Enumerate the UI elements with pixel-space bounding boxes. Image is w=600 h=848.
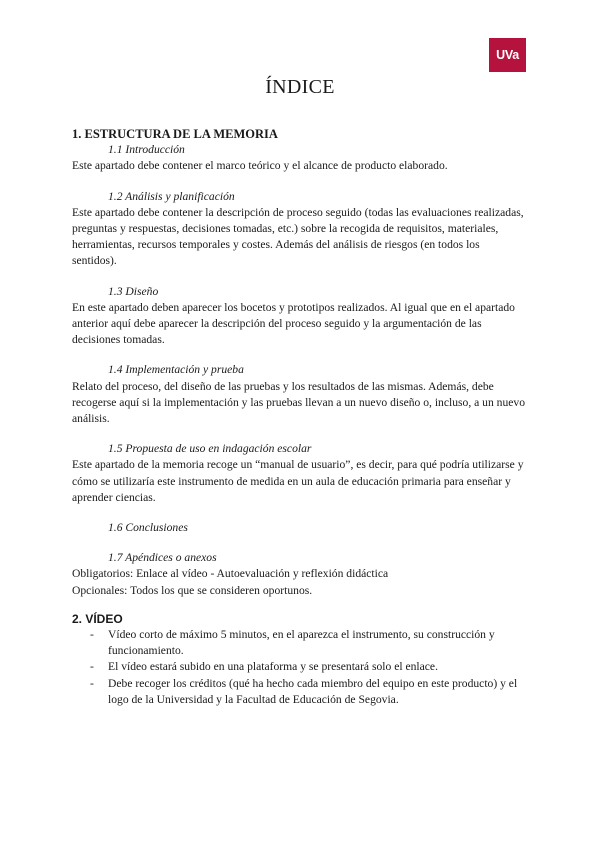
subsection-body-implementacion: Relato del proceso, del diseño de las pruebas y los resultados de las mismas. Además, debe recogerse aquí si la implementación y las pruebas llevan a un nuevo diseño o, incluso, a un nuevo análisis.	[72, 379, 525, 426]
section-heading-estructura: 1. ESTRUCTURA DE LA MEMORIA	[72, 127, 278, 141]
page-title: ÍNDICE	[265, 76, 335, 98]
list-item: - Vídeo corto de máximo 5 minutos, en el aparezca el instrumento, su construcción y funcionamiento.	[72, 627, 527, 659]
section-heading-video: 2. VÍDEO	[72, 611, 123, 626]
subsection-title-propuesta: 1.5 Propuesta de uso en indagación escolar	[108, 442, 312, 456]
subsection-title-diseno: 1.3 Diseño	[108, 284, 159, 298]
subsection-title-analisis: 1.2 Análisis y planificación	[108, 189, 235, 203]
subsection-body-diseno: En este apartado deben aparecer los bocetos y prototipos realizados. Al igual que en el apartado anterior aquí debe aparecer la descripción del proceso seguido y la argumentación de las decisiones tomadas.	[72, 300, 515, 347]
list-item: - El vídeo estará subido en una plataforma y se presentará solo el enlace.	[72, 659, 527, 675]
subsection-body-propuesta: Este apartado de la memoria recoge un “manual de usuario”, es decir, para qué podría utilizarse y cómo se utilizaría este instrumento de medida en un aula de educación primaria para enseñar y aprender ciencias.	[72, 458, 524, 504]
video-bullet-list	[72, 627, 527, 708]
list-item: - Debe recoger los créditos (qué ha hecho cada miembro del equipo en este producto) y el logo de la Universidad y la Facultad de Educación de Segovia.	[72, 676, 527, 708]
subsection-body-analisis: Este apartado debe contener la descripción de proceso seguido (todas las evaluaciones realizadas, preguntas y respuestas, decisiones tomadas, etc.) sobre la recogida de requisitos, materiales, herramientas, recursos temporales y costes. Además del análisis de riesgos (en todos los sentidos).	[72, 205, 524, 268]
subsection-title-implementacion: 1.4 Implementación y prueba	[108, 363, 244, 377]
apendices-opcionales: Opcionales: Todos los que se consideren oportunos.	[72, 583, 313, 597]
apendices-obligatorios: Obligatorios: Enlace al vídeo - Autoevaluación y reflexión didáctica	[72, 567, 389, 581]
subsection-body-introduccion: Este apartado debe contener el marco teórico y el alcance de producto elaborado.	[72, 159, 448, 173]
uva-logo: UVa	[489, 38, 526, 72]
subsection-title-conclusiones: 1.6 Conclusiones	[108, 521, 188, 535]
document-body	[72, 126, 527, 708]
subsection-title-apendices: 1.7 Apéndices o anexos	[108, 551, 217, 565]
subsection-title-introduccion: 1.1 Introducción	[108, 143, 185, 157]
